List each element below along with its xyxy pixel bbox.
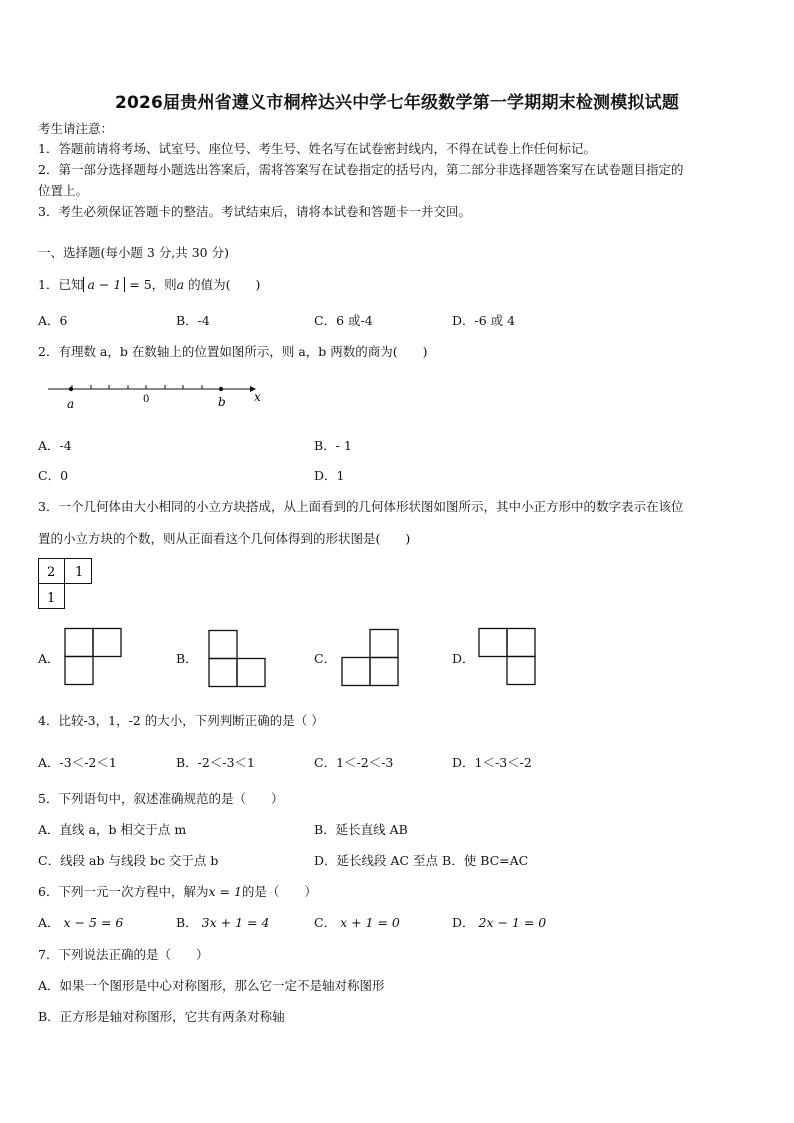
q3-option-c-label[interactable]: C． — [314, 651, 337, 666]
q1-option-a[interactable]: A．6 — [38, 313, 68, 328]
q3-option-a-label[interactable]: A． — [38, 651, 60, 666]
q1-option-d[interactable]: D．-6 或 4 — [452, 313, 516, 328]
q3-option-d-figure[interactable] — [478, 628, 538, 688]
q3-option-b-label[interactable]: B． — [176, 651, 198, 666]
q6-option-b-eq: 3x + 1 = 4 — [201, 915, 270, 930]
point-b — [219, 387, 223, 391]
q2-option-c[interactable]: C．0 — [38, 468, 69, 483]
q6-option-a-label: A． — [38, 915, 60, 930]
label-x: x — [254, 390, 261, 404]
q4-option-b[interactable]: B．-2＜-3＜1 — [176, 755, 255, 770]
top-view-grid — [38, 558, 98, 610]
q7-option-a[interactable]: A．如果一个图形是中心对称图形，那么它一定不是轴对称图形 — [38, 978, 385, 993]
notice-item-2-cont: 位置上。 — [38, 183, 89, 198]
section-heading: 一、选择题(每小题 3 分,共 30 分) — [38, 245, 229, 260]
label-a: a — [67, 397, 75, 411]
q6-prefix: 6．下列一元一次方程中，解为 — [38, 884, 209, 899]
question-3-line-2: 置的小立方块的个数，则从正面看这个几何体得到的形状图是( ) — [38, 531, 411, 546]
q1-suffix: 的值为( ) — [188, 277, 261, 292]
q3-option-d-label[interactable]: D． — [452, 651, 475, 666]
q7-option-b[interactable]: B．正方形是轴对称图形，它共有两条对称轴 — [38, 1009, 285, 1024]
q6-option-d-eq: 2x − 1 = 0 — [478, 915, 547, 930]
grid-number-3: 1 — [47, 591, 56, 606]
q6-option-d-label: D． — [452, 915, 475, 930]
notice-item-2: 2．第一部分选择题每小题选出答案后，需将答案写在试卷指定的括号内，第二部分非选择题答案写在试卷题目指定的 — [38, 162, 684, 177]
q6-option-a-eq: x − 5 = 6 — [63, 915, 124, 930]
q4-option-a[interactable]: A．-3＜-2＜1 — [38, 755, 117, 770]
question-5: 5．下列语句中，叙述准确规范的是（ ） — [38, 791, 284, 806]
q1-option-c[interactable]: C．6 或-4 — [314, 313, 373, 328]
q6-condition: x = 1 — [208, 884, 242, 899]
point-a — [69, 387, 73, 391]
label-zero: 0 — [143, 394, 150, 405]
q2-option-d[interactable]: D．1 — [314, 468, 345, 483]
q6-option-a[interactable] — [38, 915, 123, 931]
q6-option-b[interactable] — [176, 915, 269, 931]
notice-item-1: 1．答题前请将考场、试室号、座位号、考生号、姓名写在试卷密封线内，不得在试卷上作任何标记。 — [38, 141, 596, 156]
question-3-line-1: 3．一个几何体由大小相同的小立方块搭成，从上面看到的几何体形状图如图所示，其中小正方形中的数字表示在该位 — [38, 499, 684, 514]
q5-option-d[interactable]: D．延长线段 AC 至点 B．使 BC=AC — [314, 853, 529, 868]
q5-option-a[interactable]: A．直线 a，b 相交于点 m — [38, 822, 187, 837]
q1-prefix: 1．已知 — [38, 277, 84, 292]
notice-heading: 考生请注意： — [38, 121, 114, 136]
question-4: 4．比较-3，1，-2 的大小，下列判断正确的是（ ） — [38, 713, 324, 728]
q6-option-c-label: C． — [314, 915, 337, 930]
q2-option-b[interactable]: B．- 1 — [314, 438, 352, 453]
q5-option-c[interactable]: C．线段 ab 与线段 bc 交于点 b — [38, 853, 219, 868]
q1-var: a — [176, 277, 185, 292]
q3-option-c-figure[interactable] — [341, 629, 401, 689]
q1-abs-expr: a − 1 — [83, 277, 125, 292]
notice-item-3: 3．考生必须保证答题卡的整洁。考试结束后，请将本试卷和答题卡一并交回。 — [38, 204, 471, 219]
question-2: 2．有理数 a，b 在数轴上的位置如图所示，则 a，b 两数的商为( ) — [38, 344, 428, 359]
question-6 — [38, 884, 317, 900]
q6-option-c[interactable] — [314, 915, 400, 931]
q6-option-c-eq: x + 1 = 0 — [340, 915, 400, 930]
grid-number-2: 1 — [75, 565, 84, 580]
label-b: b — [218, 395, 226, 409]
axis-ticks — [72, 385, 202, 389]
q6-suffix: 的是（ ） — [241, 884, 317, 899]
number-line-figure — [40, 380, 270, 416]
grid-number-1: 2 — [47, 565, 56, 580]
q6-option-d[interactable] — [452, 915, 546, 931]
q3-option-a-figure[interactable] — [64, 628, 124, 688]
q4-option-d[interactable]: D．1＜-3＜-2 — [452, 755, 532, 770]
q6-option-b-label: B． — [176, 915, 198, 930]
q5-option-b[interactable]: B．延长直线 AB — [314, 822, 408, 837]
q3-option-b-figure[interactable] — [208, 630, 268, 690]
question-7: 7．下列说法正确的是（ ） — [38, 947, 209, 962]
q1-option-b[interactable]: B．-4 — [176, 313, 210, 328]
question-1 — [38, 277, 260, 293]
q1-expr-rest: = 5，则 — [129, 277, 177, 292]
q4-option-c[interactable]: C．1＜-2＜-3 — [314, 755, 394, 770]
page-title: 2026届贵州省遵义市桐梓达兴中学七年级数学第一学期期末检测模拟试题 — [114, 93, 680, 113]
q2-option-a[interactable]: A．-4 — [38, 438, 72, 453]
